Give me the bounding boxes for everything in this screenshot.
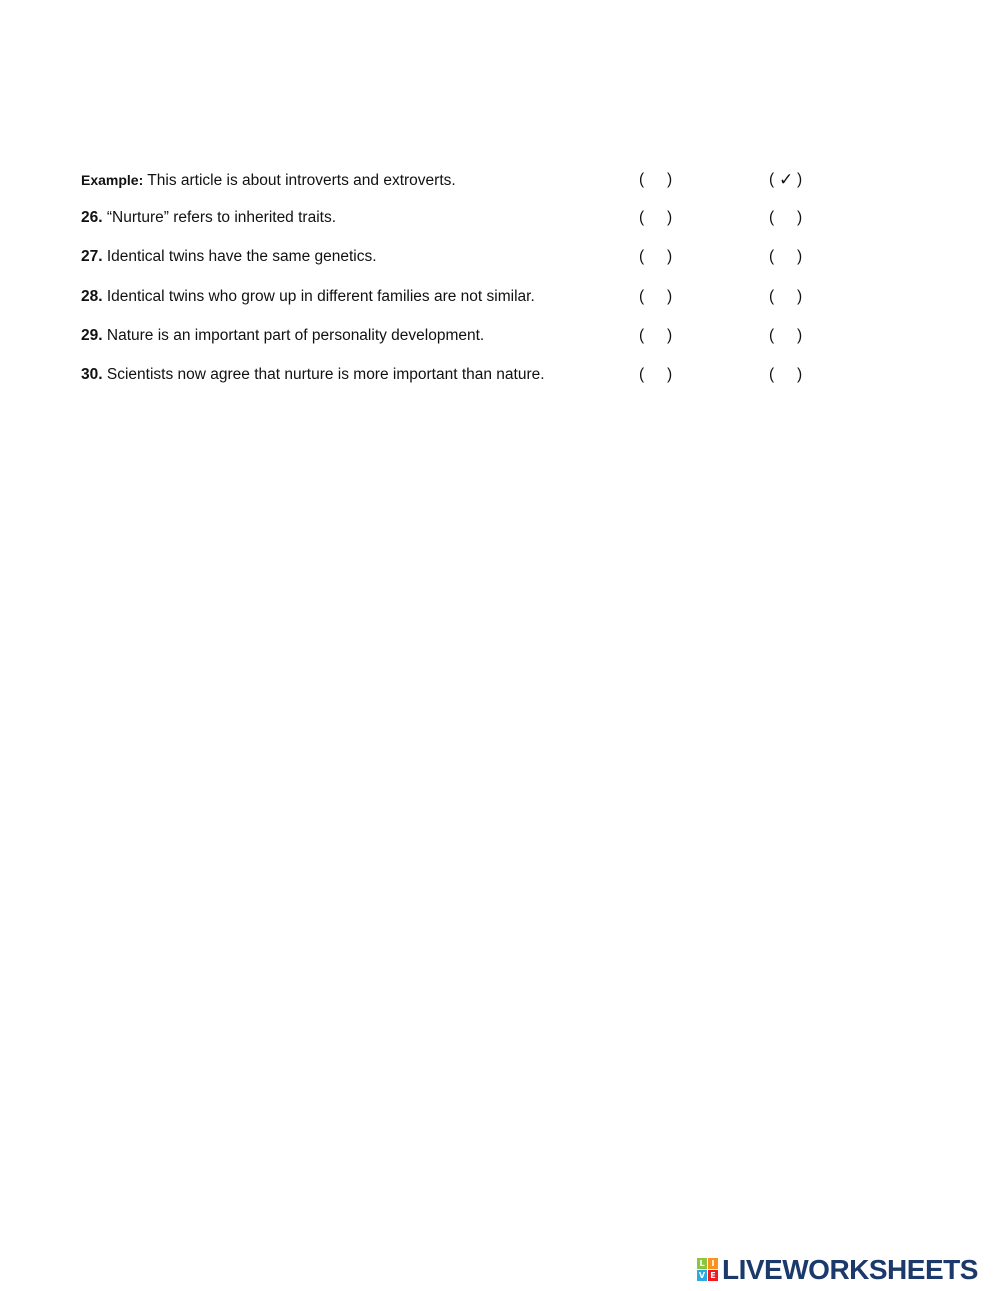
statement [81, 168, 456, 193]
logo-letter: E [708, 1270, 718, 1281]
close-bracket: ) [797, 288, 803, 305]
question-number: 29. [81, 327, 103, 344]
logo-text: LIVEWORKSHEETS [722, 1254, 978, 1285]
false-answer-box[interactable] [769, 324, 805, 348]
false-answer-box[interactable] [769, 168, 805, 192]
statement-text: Identical twins have the same genetics. [106, 248, 377, 265]
question-number: 30. [81, 366, 103, 383]
open-bracket: ( [769, 327, 775, 344]
close-bracket: ) [797, 327, 803, 344]
logo-letter: I [708, 1258, 718, 1269]
close-bracket: ) [667, 366, 673, 383]
close-bracket: ) [667, 171, 673, 188]
statement-text: Identical twins who grow up in different families are not similar. [106, 288, 535, 305]
question-row-27 [81, 245, 841, 269]
open-bracket: ( [639, 366, 645, 383]
statement-text: This article is about introverts and extroverts. [147, 172, 456, 189]
close-bracket: ) [797, 209, 803, 226]
statement-text: Nature is an important part of personality development. [106, 327, 485, 344]
statement-text: “Nurture” refers to inherited traits. [106, 209, 337, 226]
logo-letter: L [697, 1258, 707, 1269]
liveworksheets-logo-icon [697, 1258, 719, 1282]
statement [81, 285, 535, 309]
close-bracket: ) [667, 288, 673, 305]
close-bracket: ) [667, 248, 673, 265]
open-bracket: ( [769, 366, 775, 383]
example-row [81, 168, 841, 192]
liveworksheets-logo [697, 1256, 978, 1284]
close-bracket: ) [797, 248, 803, 265]
question-row-30 [81, 363, 841, 387]
close-bracket: ) [667, 327, 673, 344]
open-bracket: ( [769, 209, 775, 226]
question-row-28 [81, 285, 841, 309]
question-number: 27. [81, 248, 103, 265]
close-bracket: ) [667, 209, 673, 226]
open-bracket: ( [769, 248, 775, 265]
true-answer-box[interactable] [639, 363, 675, 387]
statement [81, 363, 545, 387]
close-bracket: ) [797, 366, 803, 383]
statement [81, 206, 336, 230]
true-answer-box[interactable] [639, 206, 675, 230]
true-answer-box[interactable] [639, 168, 675, 192]
question-number: 28. [81, 288, 103, 305]
true-answer-box[interactable] [639, 285, 675, 309]
open-bracket: ( [639, 248, 645, 265]
logo-letter: V [698, 1271, 706, 1280]
statement-text: Scientists now agree that nurture is more important than nature. [106, 366, 545, 383]
question-number: 26. [81, 209, 103, 226]
open-bracket: ( [639, 327, 645, 344]
false-answer-box[interactable] [769, 206, 805, 230]
statement [81, 324, 484, 348]
question-row-26 [81, 206, 841, 230]
false-answer-box[interactable] [769, 245, 805, 269]
true-answer-box[interactable] [639, 324, 675, 348]
question-row-29 [81, 324, 841, 348]
open-bracket: ( [639, 171, 645, 188]
open-bracket: ( [639, 288, 645, 305]
false-answer-box[interactable] [769, 363, 805, 387]
false-answer-box[interactable] [769, 285, 805, 309]
close-bracket: ) [797, 171, 803, 188]
open-bracket: ( [769, 171, 775, 188]
check-mark-icon: ✓ [779, 170, 794, 190]
open-bracket: ( [639, 209, 645, 226]
open-bracket: ( [769, 288, 775, 305]
example-label: Example: [81, 172, 144, 188]
statement [81, 245, 377, 269]
true-answer-box[interactable] [639, 245, 675, 269]
